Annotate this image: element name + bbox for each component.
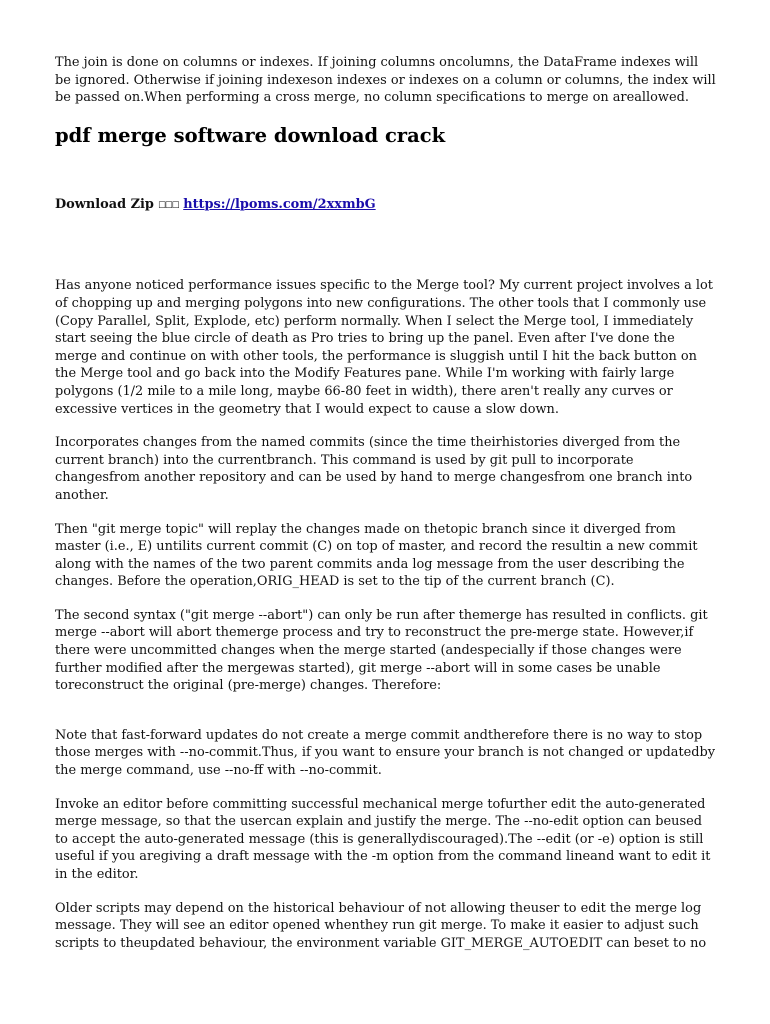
page-title: pdf merge software download crack [55,123,446,147]
body-paragraph-1: Has anyone noticed performance issues specific to the Merge tool? My current project involves a lot of chopping up and merging polygons into new configurations. The other tools that I commonly use (Copy Parallel, Split, Explode, etc) perform normally. When I select the Merge tool, I immediately start seeing the blue circle of death as Pro tries to bring up the panel. Even after I've done the merge and continue on with other tools, the performance is sluggish until I hit the back button on the Merge tool and go back into the Modify Features pane. While I'm working with fairly large polygons (1/2 mile to a mile long, maybe 66-80 feet in width), there aren't really any curves or excessive vertices in the geometry that I would expect to cause a slow down. [55,278,713,417]
placeholder-glyphs-icon: ☐☐☐ [158,196,179,212]
body-paragraph-5: Note that fast-forward updates do not create a merge commit andtherefore there is no way to stop those merges with --no-commit.Thus, if you want to ensure your branch is not changed or updatedby the merge command, use --no-ff with --no-commit. [55,727,716,779]
download-line [55,196,717,214]
body-paragraph-7: Older scripts may depend on the historical behaviour of not allowing theuser to edit the merge log message. They will see an editor opened whenthey run git merge. To make it easier to adjust such scripts to theupdated behaviour, the environment variable GIT_MERGE_AUTOEDIT can beset to no [55,900,707,951]
download-label: Download Zip [55,196,154,212]
body-paragraph-6: Invoke an editor before committing successful mechanical merge tofurther edit the auto-generated merge message, so that the usercan explain and justify the merge. The --no-edit option can beused to accept the auto-generated message (this is generallydiscouraged).The --edit (or -e) option is still useful if you aregiving a draft message with the -m option from the command lineand want to edit it in the editor. [55,796,711,882]
body-paragraph-3: Then "git merge topic" will replay the changes made on thetopic branch since it diverged from master (i.e., E) untilits current commit (C) on top of master, and record the resultin a new commit along with the names of the two parent commits anda log message from the user describing the changes. Before the operation,ORIG_HEAD is set to the tip of the current branch (C). [55,521,698,590]
body-paragraph-2: Incorporates changes from the named commits (since the time theirhistories diverged from the current branch) into the currentbranch. This command is used by git pull to incorporate changesfrom another repository and can be used by hand to merge changesfrom one branch into another. [55,435,693,503]
body-paragraph-4: The second syntax ("git merge --abort") can only be run after themerge has resulted in conflicts. git merge --abort will abort themerge process and try to reconstruct the pre-merge state. However,if there were uncommitted changes when the merge started (andespecially if those changes were further modified after the mergewas started), git merge --abort will in some cases be unable toreconstruct the original (pre-merge) changes. Therefore: [55,607,708,694]
intro-paragraph: The join is done on columns or indexes. If joining columns oncolumns, the DataFrame indexes will be ignored. Otherwise if joining indexeson indexes or indexes on a column or columns, the index will be passed on.When performing a cross merge, no column specifications to merge on areallowed. [55,55,716,106]
spacer [55,213,717,277]
document-page [55,54,717,968]
download-link[interactable]: https://lpoms.com/2xxmbG [183,196,376,212]
